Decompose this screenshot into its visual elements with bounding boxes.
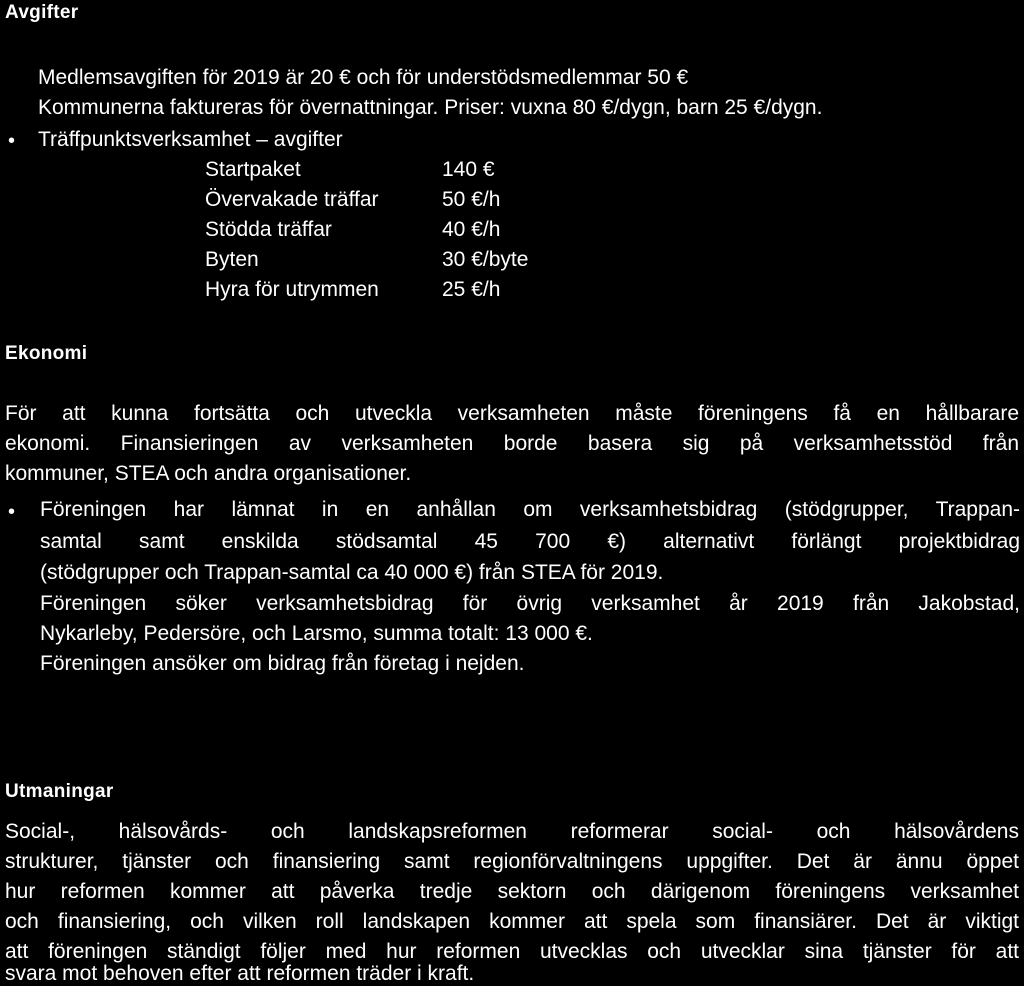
membership-fee-text: Medlemsavgiften för 2019 är 20 € och för understödsmedlemmar 50 € — [38, 66, 689, 89]
fee-item: Övervakade träffar — [205, 188, 379, 211]
bullet-icon: • — [8, 501, 16, 523]
challenges-paragraph-line: svara mot behoven efter att reformen träder i kraft. — [5, 962, 475, 985]
grant-application-line: Föreningen har lämnat in en anhållan om verksamhetsbidrag (stödgrupper, Trappan- — [40, 498, 1020, 521]
fee-price: 140 € — [442, 158, 495, 181]
municipal-grant-line: Nykarleby, Pedersöre, och Larsmo, summa totalt: 13 000 €. — [40, 622, 593, 645]
company-grant-line: Föreningen ansöker om bidrag från företag i nejden. — [40, 652, 525, 675]
fee-price: 40 €/h — [442, 218, 501, 241]
municipal-grant-line: Föreningen söker verksamhetsbidrag för övrig verksamhet år 2019 från Jakobstad, — [40, 592, 1020, 615]
challenges-paragraph-line: Social-, hälsovårds- och landskapsreformen reformerar social- och hälsovårdens — [5, 820, 1019, 843]
fee-item: Stödda träffar — [205, 218, 332, 241]
fee-item: Byten — [205, 248, 259, 271]
challenges-paragraph-line: strukturer, tjänster och finansiering samt regionförvaltningens uppgifter. Det är ännu öppet — [5, 850, 1019, 873]
overnight-price-text: Kommunerna faktureras för övernattningar. Priser: vuxna 80 €/dygn, barn 25 €/dygn. — [38, 96, 823, 119]
section-heading-utmaningar: Utmaningar — [5, 781, 114, 802]
economy-paragraph-line: ekonomi. Finansieringen av verksamheten borde basera sig på verksamhetsstöd från — [5, 432, 1019, 455]
section-heading-avgifter: Avgifter — [5, 2, 79, 23]
economy-paragraph-line: kommuner, STEA och andra organisationer. — [5, 462, 412, 485]
fee-price: 30 €/byte — [442, 248, 529, 271]
meeting-fees-label: Träffpunktsverksamhet – avgifter — [38, 128, 343, 151]
fee-price: 25 €/h — [442, 278, 501, 301]
grant-application-line: samtal samt enskilda stödsamtal 45 700 €) alternativt förlängt projektbidrag — [40, 530, 1020, 553]
bullet-icon: • — [8, 130, 16, 152]
economy-paragraph-line: För att kunna fortsätta och utveckla verksamheten måste föreningens få en hållbarare — [5, 402, 1019, 425]
challenges-paragraph-line: hur reformen kommer att påverka tredje sektorn och därigenom föreningens verksamhet — [5, 880, 1019, 903]
challenges-paragraph-line: att föreningen ständigt följer med hur reformen utvecklas och utvecklar sina tjänster för att — [5, 940, 1019, 963]
fee-item: Startpaket — [205, 158, 301, 181]
section-heading-ekonomi: Ekonomi — [5, 343, 88, 364]
grant-application-line: (stödgrupper och Trappan-samtal ca 40 000 €) från STEA för 2019. — [40, 561, 664, 584]
challenges-paragraph-line: och finansiering, och vilken roll landskapen kommer att spela som finansiärer. Det är viktigt — [5, 910, 1019, 933]
fee-item: Hyra för utrymmen — [205, 278, 379, 301]
fee-price: 50 €/h — [442, 188, 501, 211]
